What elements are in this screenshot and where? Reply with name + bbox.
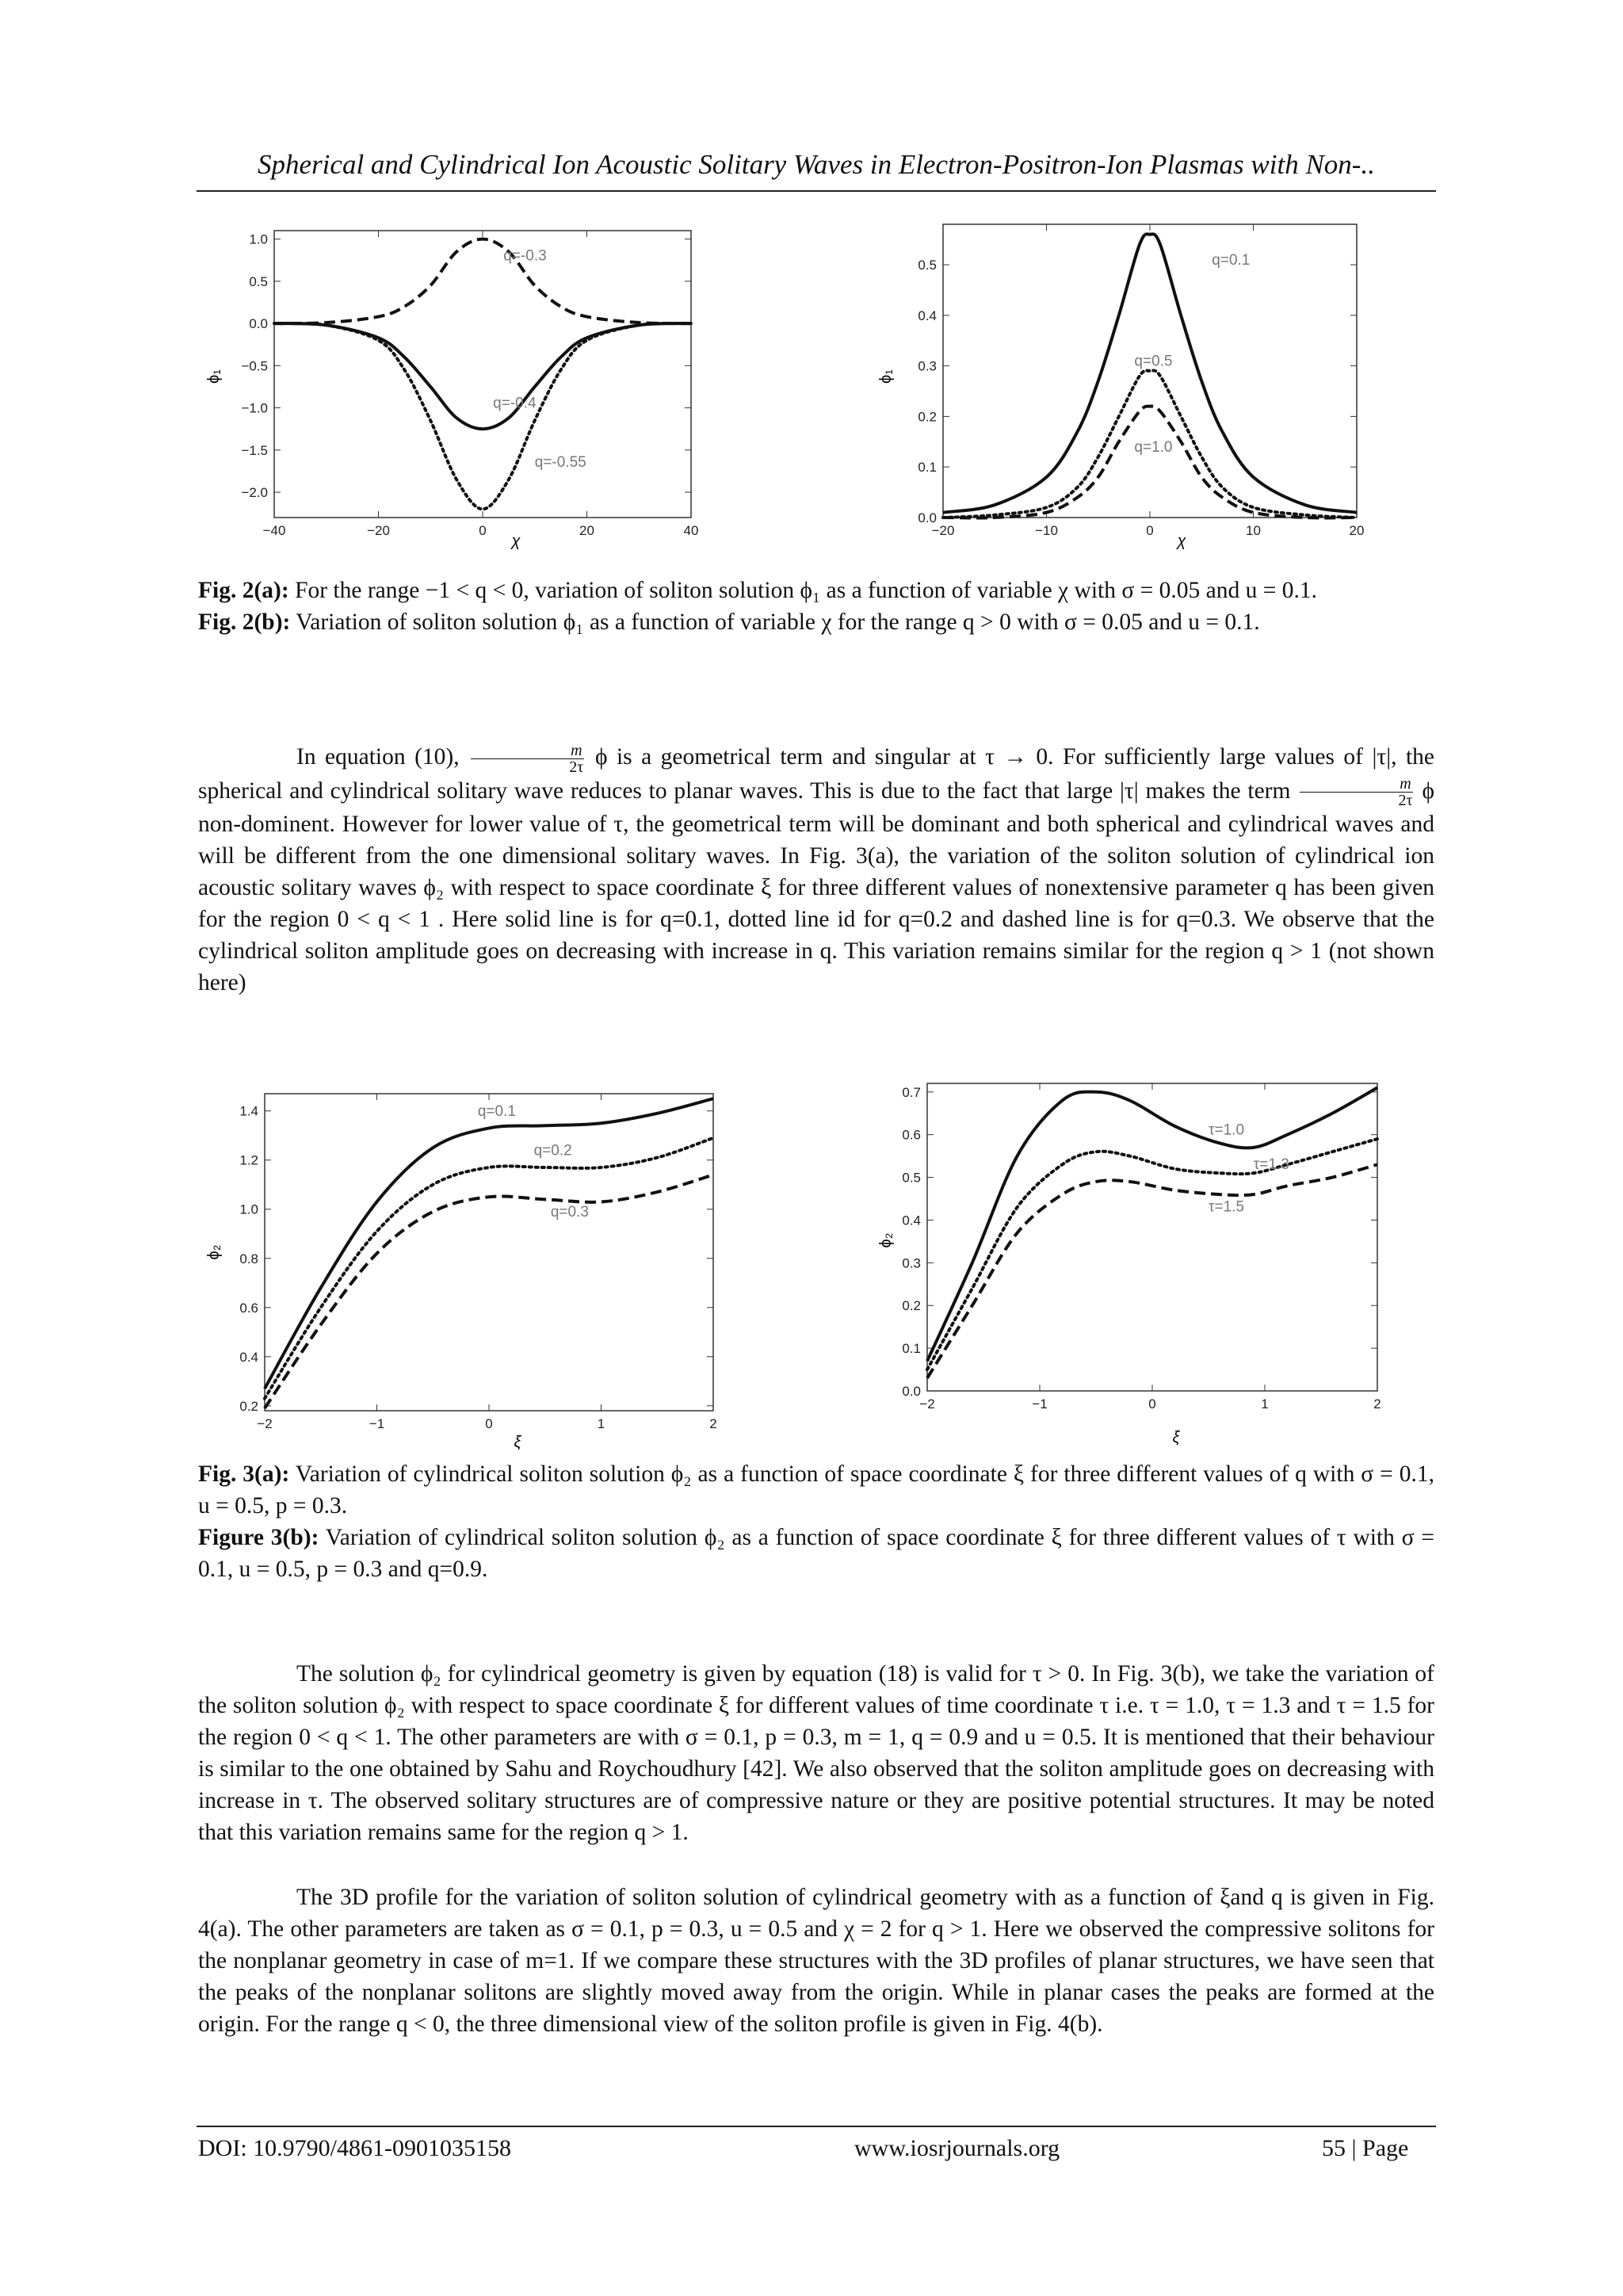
fig3a-caption-label: Fig. 3(a): <box>198 1461 290 1487</box>
fig2b-ytick-label: 0.3 <box>918 358 937 374</box>
fig3b-caption-text: Variation of cylindrical soliton solution ϕ₂ as a function of space coordinate ξ for three different values of τ with σ = 0.1, u = 0.5, p = 0.3 and q=0.9. <box>198 1525 1434 1582</box>
p1-text-c: ϕ non-dominent. However for lower value of τ, the geometrical term will be dominant and both spherical and cylindrical waves and will be different from the one dimensional solitary waves. In Fig. 3(a), the variation of the soliton solution of cylindrical ion acoustic solitary waves ϕ₂ with respect to space coordinate ξ for three different values of nonextensive parameter q has been given for the region 0 < q < 1 . Here solid line is for q=0.1, dotted line id for q=0.2 and dashed line is for q=0.3. We observe that the cylindrical soliton amplitude goes on decreasing with increase in q. This variation remains similar for the region q > 1 (not shown here) <box>198 777 1435 996</box>
fig2a-ytick-label: −1.0 <box>241 400 268 416</box>
fig3b-xtick-label: 1 <box>1261 1396 1269 1412</box>
fig3b-ytick-label: 0.0 <box>902 1384 921 1399</box>
fig3b-frame <box>927 1083 1377 1391</box>
fig3b-xtick-label: 0 <box>1148 1396 1156 1412</box>
fig2a-xtick-label: −20 <box>367 523 390 538</box>
fig2a-series-dotted <box>274 323 691 509</box>
fig2b-series-label: q=1.0 <box>1134 439 1173 457</box>
header-rule <box>197 190 1436 192</box>
geometric-term-fraction <box>471 743 583 775</box>
fig3a-chart <box>205 1086 778 1451</box>
fig2b-xtick-label: −10 <box>1035 523 1058 538</box>
fig3b-series-label: τ=1.5 <box>1209 1198 1245 1216</box>
fraction-numerator-2: m <box>1300 776 1412 793</box>
geometric-term-fraction-2 <box>1300 776 1412 808</box>
fraction-denominator: 2τ <box>569 758 584 776</box>
fig3a-ytick-label: 0.8 <box>239 1251 258 1266</box>
fig2b-caption <box>198 606 1434 638</box>
fig2b-xtick-label: −20 <box>931 523 955 538</box>
fig3a-xtick-label: −2 <box>257 1416 273 1431</box>
fig3b-xtick-label: −2 <box>919 1396 935 1412</box>
fig2b-ytick-label: 0.5 <box>918 258 937 273</box>
fig2a-ytick-label: 0.5 <box>249 273 268 289</box>
fig2a-xtick-label: −40 <box>262 523 286 538</box>
fig2a-caption-label: Fig. 2(a): <box>198 578 289 603</box>
fig3b-ylabel: ϕ₂ <box>877 1232 895 1248</box>
fig3b-ytick-label: 0.4 <box>902 1213 921 1228</box>
fig3a-series-solid <box>265 1098 713 1389</box>
fig2a-series-label: q=-0.55 <box>534 454 586 472</box>
fig2b-chart <box>877 218 1434 551</box>
footer-site: www.iosrjournals.org <box>854 2135 1060 2161</box>
fig3b-xlabel: ξ <box>1172 1429 1180 1446</box>
fig2a-caption-text: For the range −1 < q < 0, variation of soliton solution ϕ₁ as a function of variable χ with σ = 0.05 and u = 0.1. <box>295 578 1317 603</box>
fig2b-caption-text: Variation of soliton solution ϕ₁ as a function of variable χ for the range q > 0 with σ = 0.05 and u = 0.1. <box>296 609 1260 635</box>
fig3a-caption <box>198 1458 1434 1522</box>
fig3b-series-label: τ=1.3 <box>1253 1156 1289 1173</box>
fig3-captions <box>198 1458 1434 1585</box>
fig2a-xtick-label: 40 <box>683 523 699 538</box>
fig3b-series-solid <box>927 1087 1377 1361</box>
fig2a-ytick-label: −1.5 <box>241 442 268 458</box>
fig3a-ytick-label: 0.4 <box>239 1349 258 1365</box>
fig3a-xtick-label: 1 <box>597 1416 605 1431</box>
fig2b-series-label: q=0.1 <box>1212 252 1251 269</box>
fig2a-series-label: q=-0.4 <box>493 395 537 412</box>
fig2a-xtick-label: 20 <box>579 523 594 538</box>
fig3a-ytick-label: 0.2 <box>239 1398 258 1414</box>
fig3a-ylabel: ϕ₂ <box>205 1244 223 1260</box>
fig2a-caption <box>198 575 1434 606</box>
fig3b-ytick-label: 0.3 <box>902 1255 921 1271</box>
fig3b-ytick-label: 0.7 <box>902 1084 921 1100</box>
fig3b-series-label: τ=1.0 <box>1209 1121 1245 1139</box>
fig3a-series-label: q=0.2 <box>533 1142 572 1159</box>
fig3b-chart <box>877 1074 1434 1450</box>
body-paragraph-2: The solution ϕ₂ for cylindrical geometry is given by equation (18) is valid for τ > 0. In Fig. 3(b), we take the variation of the soliton solution ϕ₂ with respect to space coordinate ξ for different values of time coordinate τ i.e. τ = 1.0, τ = 1.3 and τ = 1.5 for the region 0 < q < 1. The other parameters are with σ = 0.1, p = 0.3, m = 1, q = 0.9 and u = 0.5. It is mentioned that their behaviour is similar to the one obtained by Sahu and Roychoudhury [42]. We also observed that the soliton amplitude goes on decreasing with increase in τ. The observed solitary structures are of compressive nature or they are positive potential structures. It may be noted that this variation remains same for the region q > 1. <box>198 1661 1434 1845</box>
fig2a-ytick-label: 0.0 <box>249 316 268 332</box>
fig2b-xlabel: χ <box>1177 533 1186 550</box>
fig2a-ytick-label: −0.5 <box>241 358 268 374</box>
fig2b-xtick-label: 20 <box>1349 523 1365 538</box>
footer-doi: DOI: 10.9790/4861-0901035158 <box>198 2135 511 2161</box>
fig3a-xtick-label: 2 <box>709 1416 717 1431</box>
fig2b-ytick-label: 0.0 <box>918 510 937 525</box>
fig3a-ytick-label: 1.0 <box>239 1201 258 1217</box>
fig2b-series-solid <box>943 234 1357 512</box>
footer-rule <box>197 2126 1436 2127</box>
fig3b-series-dotted <box>927 1139 1377 1370</box>
fig3b-ytick-label: 0.5 <box>902 1170 921 1186</box>
fig2b-xtick-label: 0 <box>1146 523 1154 538</box>
body-paragraph-3: The 3D profile for the variation of soliton solution of cylindrical geometry with as a function of ξand q is given in Fig. 4(a). The other parameters are taken as σ = 0.1, p = 0.3, u = 0.5 and χ = 2 for q > 1. Here we observed the compressive solitons for the nonplanar geometry in case of m=1. If we compare these structures with the 3D profiles of planar structures, we have seen that the peaks of the nonplanar solitons are slightly moved away from the origin. While in planar cases the peaks are formed at the origin. For the range q < 0, the three dimensional view of the soliton profile is given in Fig. 4(b). <box>198 1885 1434 2037</box>
fig3b-ytick-label: 0.1 <box>902 1341 921 1357</box>
footer-page: 55 | Page <box>1322 2135 1409 2161</box>
fig2b-ytick-label: 0.2 <box>918 409 937 425</box>
fig3a-ytick-label: 1.2 <box>239 1152 258 1168</box>
fig3b-xtick-label: 2 <box>1373 1396 1381 1412</box>
fig2a-series-label: q=-0.3 <box>503 247 547 265</box>
running-title: Spherical and Cylindrical Ion Acoustic Solitary Waves in Electron-Positron-Ion Plasmas with Non-.. <box>258 149 1375 180</box>
fig3a-ytick-label: 1.4 <box>239 1103 258 1119</box>
fig3a-ytick-label: 0.6 <box>239 1300 258 1316</box>
body-paragraph-1 <box>198 741 1434 999</box>
p1-text-a: In equation (10), <box>296 744 460 770</box>
fig3b-caption-label: Figure 3(b): <box>198 1525 319 1550</box>
fraction-denominator-2: 2τ <box>1398 792 1413 810</box>
fig2b-caption-label: Fig. 2(b): <box>198 609 291 635</box>
fig2a-ytick-label: 1.0 <box>249 231 268 247</box>
fig3a-frame <box>265 1094 713 1411</box>
fig2a-frame <box>274 231 691 518</box>
fig2b-ylabel: ϕ₁ <box>877 369 895 384</box>
fig2a-series-solid <box>274 323 691 429</box>
fig3a-caption-text: Variation of cylindrical soliton solution ϕ₂ as a function of space coordinate ξ for three different values of q with σ = 0.1, u = 0.5, p = 0.3. <box>198 1461 1435 1519</box>
fig3a-xlabel: ξ <box>514 1434 521 1451</box>
fig2b-series-label: q=0.5 <box>1134 353 1173 370</box>
fig2a-ylabel: ϕ₁ <box>205 369 223 384</box>
fig2-captions <box>198 575 1434 638</box>
fig3a-series-label: q=0.1 <box>477 1102 516 1120</box>
fig3b-series-dashed <box>927 1164 1377 1377</box>
fig2b-ytick-label: 0.4 <box>918 308 937 323</box>
fig3b-ytick-label: 0.2 <box>902 1298 921 1314</box>
fig3b-ytick-label: 0.6 <box>902 1127 921 1143</box>
fig3a-xtick-label: 0 <box>485 1416 493 1431</box>
fig3a-series-label: q=0.3 <box>550 1204 589 1221</box>
fig2b-ytick-label: 0.1 <box>918 460 937 476</box>
fig2a-chart <box>205 226 770 551</box>
fig2a-series-dashed <box>274 239 691 323</box>
fig3b-caption <box>198 1522 1434 1585</box>
fig2a-xtick-label: 0 <box>479 523 487 538</box>
fraction-numerator: m <box>471 743 583 759</box>
fig3a-xtick-label: −1 <box>369 1416 385 1431</box>
fig2b-xtick-label: 10 <box>1246 523 1261 538</box>
p1-text-b: ϕ is a geometrical term and singular at τ → 0. For sufficiently large values of |τ|, the spherical and cylindrical solitary wave reduces to planar waves. This is due to the fact that large |τ| makes the term <box>198 744 1435 804</box>
fig3b-xtick-label: −1 <box>1032 1396 1048 1412</box>
fig2a-ytick-label: −2.0 <box>241 485 268 501</box>
fig2a-xlabel: χ <box>511 533 521 550</box>
